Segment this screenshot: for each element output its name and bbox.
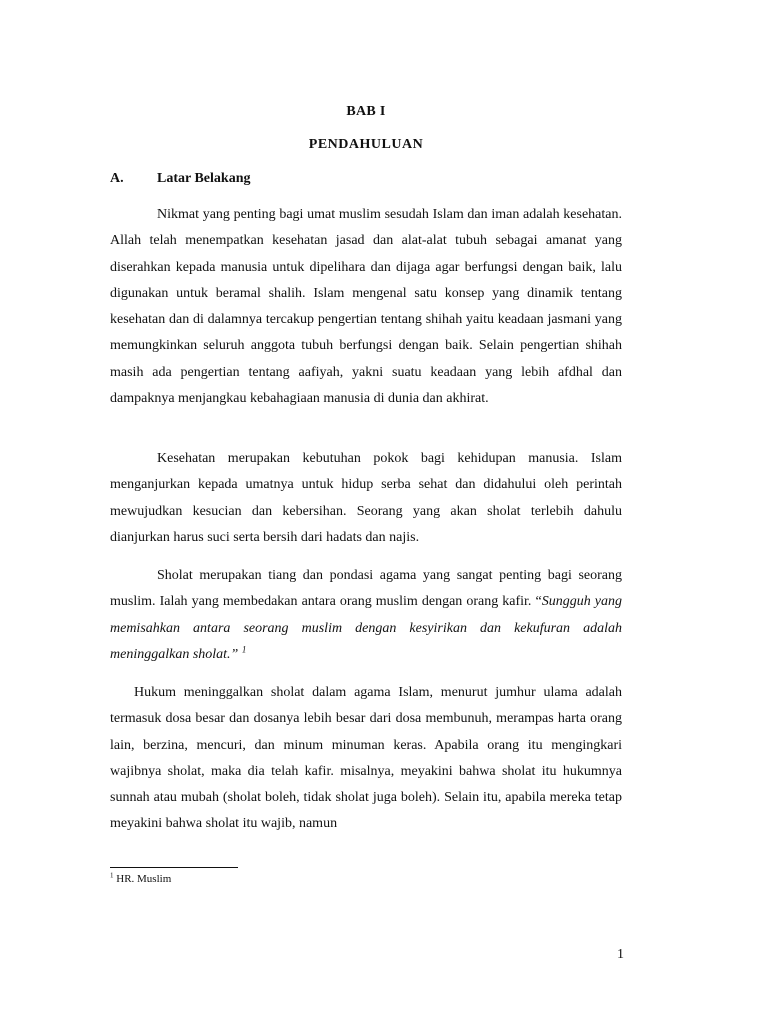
section-title: Latar Belakang <box>157 171 251 186</box>
hadith-quote: Sungguh yang memisahkan antara seorang muslim dengan kesyirikan dan kekufuran adalah meninggalkan sholat.” <box>110 594 622 662</box>
footnote-reference[interactable]: 1 <box>241 644 247 655</box>
footnote-number: 1 <box>110 871 114 880</box>
paragraph-3-text: Sholat merupakan tiang dan pondasi agama yang sangat penting bagi seorang muslim. Ialah yang membedakan antara orang muslim dengan orang kafir. “ <box>110 568 622 610</box>
chapter-title: PENDAHULUAN <box>308 137 424 152</box>
footnote <box>110 873 171 885</box>
section-heading <box>110 171 250 187</box>
chapter-label: BAB I <box>346 104 386 119</box>
page-number: 1 <box>617 947 624 962</box>
footnote-text: HR. Muslim <box>116 873 172 885</box>
paragraph-2: Kesehatan merupakan kebutuhan pokok bagi kehidupan manusia. Islam menganjurkan kepada umatnya untuk hidup serba sehat dan didahului oleh perintah mewujudkan kesucian dan kebersihan. Seorang yang akan sholat terlebih dahulu dianjurkan harus suci serta bersih dari hadats dan najis. <box>110 451 622 545</box>
paragraph-4: Hukum meninggalkan sholat dalam agama Islam, menurut jumhur ulama adalah termasuk dosa besar dan dosanya lebih besar dari dosa membunuh, merampas harta orang lain, berzina, mencuri, dan minum minuman keras. Apabila orang itu mengingkari wajibnya sholat, maka dia telah kafir. misalnya, meyakini bahwa sholat itu hukumnya sunnah atau mubah (sholat boleh, tidak sholat juga boleh). Selain itu, apabila mereka tetap meyakini bahwa sholat itu wajib, namun <box>110 685 622 832</box>
paragraph-3 <box>110 563 622 668</box>
section-number: A. <box>110 171 124 186</box>
paragraph-1: Nikmat yang penting bagi umat muslim sesudah Islam dan iman adalah kesehatan. Allah telah menempatkan kesehatan jasad dan alat-alat tubuh sebagai amanat yang diserahkan kepada manusia untuk dipelihara dan dijaga agar berfungsi dengan baik, lalu digunakan untuk beramal shalih. Islam mengenal satu konsep yang dinamik tentang kesehatan dan di dalamnya tercakup pengertian tentang shihah yaitu keadaan jasmani yang memungkinkan seluruh anggota tubuh berfungsi dengan baik. Selain pengertian shihah masih ada pengertian tentang aafiyah, yakni suatu keadaan yang lebih afdhal dan dampaknya menjangkau kebahagiaan manusia di dunia dan akhirat. <box>110 207 622 407</box>
footnote-separator <box>110 867 238 868</box>
